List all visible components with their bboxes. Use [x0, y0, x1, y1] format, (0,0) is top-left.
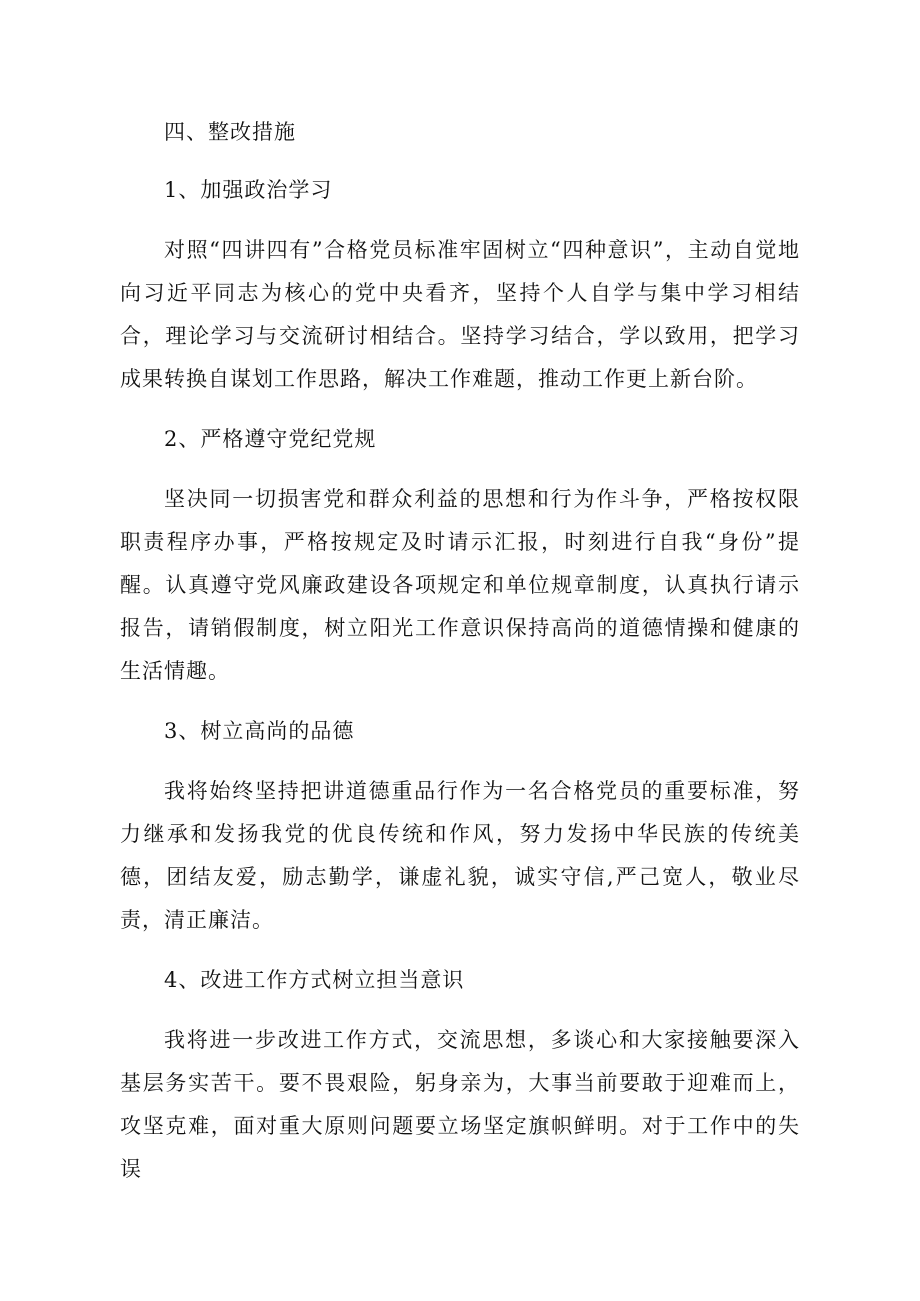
item-3-heading: 3、树立高尚的品德	[164, 719, 355, 743]
item-1-heading: 1、加强政治学习	[164, 178, 333, 202]
item-4-heading: 4、改进工作方式树立担当意识	[164, 968, 465, 992]
item-3-body: 我将始终坚持把讲道德重品行作为一名合格党员的重要标准，努力继承和发扬我党的优良传统和作风，努力发扬中华民族的传统美德，团结友爱，励志勤学，谦虚礼貌，诚实守信,严己宽人，敬业尽责，清正廉洁。	[120, 779, 800, 932]
item-1-body: 对照“四讲四有”合格党员标准牢固树立“四种意识”，主动自觉地向习近平同志为核心的党中央看齐，坚持个人自学与集中学习相结合，理论学习与交流研讨相结合。坚持学习结合，学以致用，把学习成果转换自谋划工作思路，解决工作难题，推动工作更上新台阶。	[120, 238, 800, 391]
item-2-body: 坚决同一切损害党和群众利益的思想和行为作斗争，严格按权限职责程序办事，严格按规定及时请示汇报，时刻进行自我“身份”提醒。认真遵守党风廉政建设各项规定和单位规章制度，认真执行请示报告，请销假制度，树立阳光工作意识保持高尚的道德情操和健康的生活情趣。	[120, 487, 800, 683]
item-4-body: 我将进一步改进工作方式，交流思想，多谈心和大家接触要深入基层务实苦干。要不畏艰险，躬身亲为，大事当前要敢于迎难而上，攻坚克难，面对重大原则问题要立场坚定旗帜鲜明。对于工作中的失误	[120, 1028, 800, 1181]
item-2-heading: 2、严格遵守党纪党规	[164, 427, 377, 451]
section-title: 四、整改措施	[164, 120, 296, 144]
